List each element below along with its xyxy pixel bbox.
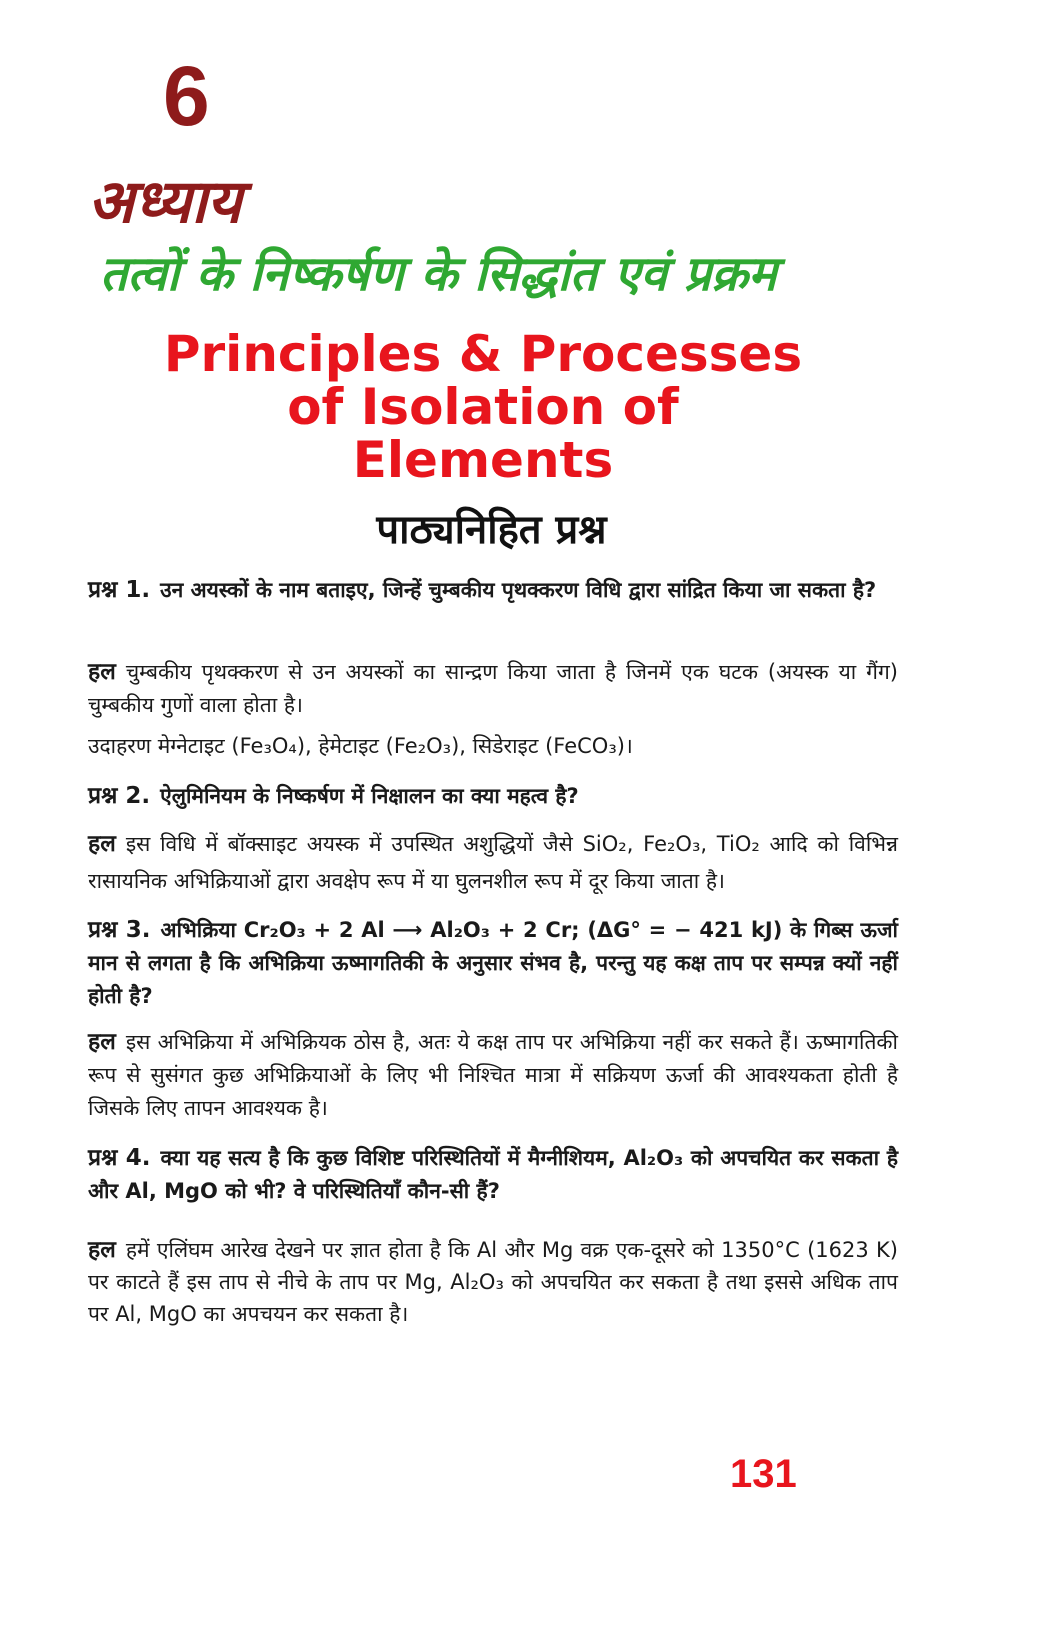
title-line: Principles & Processes xyxy=(163,325,803,383)
question-label: प्रश्न 3. xyxy=(88,917,151,943)
question-4 xyxy=(88,1142,898,1208)
answer-4 xyxy=(88,1234,898,1330)
chapter-title-hindi: तत्वों के निष्कर्षण के सिद्धांत एवं प्रक्रम xyxy=(100,246,777,302)
question-3 xyxy=(88,914,898,1013)
page-number: 131 xyxy=(730,1452,797,1496)
answer-3 xyxy=(88,1026,898,1125)
answer-label: हल xyxy=(88,1029,116,1055)
answer-label: हल xyxy=(88,1237,116,1263)
question-label: प्रश्न 4. xyxy=(88,1145,151,1171)
question-label: प्रश्न 1. xyxy=(88,577,151,603)
section-title: पाठ्यनिहित प्रश्न xyxy=(376,507,607,553)
title-line: Elements xyxy=(352,431,614,489)
example-1: उदाहरण मेग्नेटाइट (Fe₃O₄), हेमेटाइट (Fe₂O₃), सिडेराइट (FeCO₃)। xyxy=(88,734,633,758)
answer-text: चुम्बकीय पृथक्करण से उन अयस्कों का सान्द्रण किया जाता है जिनमें एक घटक (अयस्क या गैंग) चुम्बकीय गुणों वाला होता है। xyxy=(88,660,898,717)
answer-text: इस विधि में बॉक्साइट अयस्क में उपस्थित अशुद्धियों जैसे SiO₂, Fe₂O₃, TiO₂ आदि को विभिन्न रासायनिक अभिक्रियाओं द्वारा अवक्षेप रूप में या घुलनशील रूप में दूर किया जाता है। xyxy=(88,832,898,893)
title-line: of Isolation of xyxy=(287,378,679,436)
chapter-title-english xyxy=(150,325,816,489)
answer-text: हमें एलिंघम आरेख देखने पर ज्ञात होता है कि Al और Mg वक्र एक-दूसरे को 1350°C (1623 K) पर काटते हैं इस ताप से नीचे के ताप पर Mg, Al₂O₃ को अपचयित कर सकता है तथा इससे अधिक ताप पर Al, MgO का अपचयन कर सकता है। xyxy=(88,1238,898,1326)
question-1 xyxy=(88,574,898,607)
question-text: ऐलुमिनियम के निष्कर्षण में निक्षालन का क्या महत्व है? xyxy=(160,784,579,808)
question-label: प्रश्न 2. xyxy=(88,783,151,809)
chapter-label: अध्याय xyxy=(88,167,242,237)
answer-text: इस अभिक्रिया में अभिक्रियक ठोस है, अतः ये कक्ष ताप पर अभिक्रिया नहीं कर सकते हैं। ऊष्मागतिकी रूप से सुसंगत कुछ अभिक्रियाओं के लिए भी निश्चित मात्रा में सक्रियण ऊर्जा की आवश्यकता होती है जिसके लिए तापन आवश्यक है। xyxy=(88,1030,898,1120)
answer-label: हल xyxy=(88,831,116,857)
question-text: क्या यह सत्य है कि कुछ विशिष्ट परिस्थितियों में मैग्नीशियम, Al₂O₃ को अपचयित कर सकता है और Al, MgO को भी? वे परिस्थितियाँ कौन-सी हैं? xyxy=(88,1146,898,1203)
answer-label: हल xyxy=(88,659,116,685)
question-text: अभिक्रिया Cr₂O₃ + 2 Al ⟶ Al₂O₃ + 2 Cr; (ΔG° = − 421 kJ) के गिब्स ऊर्जा मान से लगता है कि अभिक्रिया ऊष्मागतिकी के अनुसार संभव है, परन्तु यह कक्ष ताप पर सम्पन्न क्यों नहीं होती है? xyxy=(88,918,898,1008)
question-2 xyxy=(88,780,898,813)
question-text: उन अयस्कों के नाम बताइए, जिन्हें चुम्बकीय पृथक्करण विधि द्वारा सांद्रित किया जा सकता है? xyxy=(160,578,877,602)
answer-2 xyxy=(88,826,898,900)
chapter-number: 6 xyxy=(163,49,210,143)
answer-1 xyxy=(88,656,898,722)
